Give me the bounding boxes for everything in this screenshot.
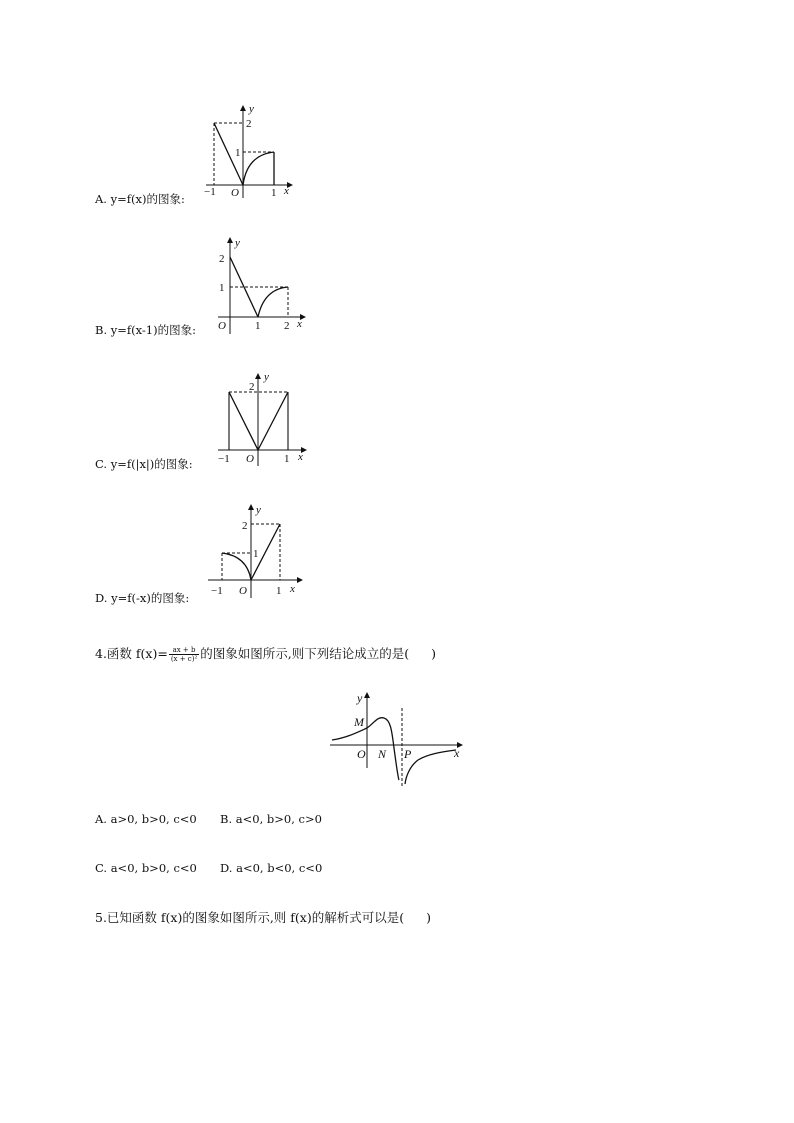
q4-option-c: C. a<0, b>0, c<0: [95, 861, 197, 875]
curve-right: [258, 392, 288, 450]
tick-2: 2: [249, 381, 255, 393]
curve-right: [405, 750, 456, 784]
tick-2: 2: [246, 118, 252, 130]
option-a-label: A. y=f(x)的图象:: [95, 192, 185, 206]
graph-a: [200, 100, 300, 200]
curve-left: [230, 257, 258, 317]
origin-label: O: [218, 320, 226, 332]
tick-1: 1: [235, 147, 241, 159]
tick-1: 1: [219, 282, 225, 294]
curve-right: [258, 287, 288, 317]
x-label: x: [290, 583, 295, 595]
q5-prefix: 5.已知函数 f(x)的图象如图所示,则 f(x)的解析式可以是(: [95, 910, 405, 925]
tick-2: 2: [219, 253, 225, 265]
tick-neg1: −1: [218, 453, 230, 465]
y-label: y: [235, 237, 240, 249]
q4-suffix: 的图象如图所示,则下列结论成立的是(: [200, 646, 410, 661]
x-label: x: [284, 185, 289, 197]
q4-option-d: D. a<0, b<0, c<0: [220, 861, 323, 875]
tick-1x: 1: [284, 453, 290, 465]
point-n-label: N: [378, 747, 387, 761]
tick-1x: 1: [276, 585, 282, 597]
q4-close: ): [431, 646, 437, 661]
tick-neg1: −1: [204, 186, 216, 198]
tick-1: 1: [253, 548, 259, 560]
origin-label: O: [231, 187, 239, 199]
y-label: y: [256, 504, 261, 516]
tick-1x: 1: [255, 320, 261, 332]
graph-b: [212, 232, 312, 337]
q4-frac-den: (x + c)²: [170, 655, 198, 663]
tick-1x: 1: [271, 187, 277, 199]
point-m-label: M: [354, 715, 364, 729]
graph-q4: [326, 688, 468, 788]
y-label: y: [357, 691, 363, 705]
tick-2: 2: [242, 520, 248, 532]
q4-fraction: [169, 646, 199, 663]
origin-label: O: [357, 747, 366, 761]
tick-neg1: −1: [211, 585, 223, 597]
question-5-stem: [95, 910, 431, 926]
point-p-label: P: [404, 747, 412, 761]
graph-c: [214, 370, 314, 470]
q4-option-b: B. a<0, b>0, c>0: [220, 812, 322, 826]
origin-label: O: [239, 585, 247, 597]
x-label: x: [298, 451, 303, 463]
option-c-label: C. y=f(|x|)的图象:: [95, 457, 193, 471]
option-b-label: B. y=f(x-1)的图象:: [95, 323, 196, 337]
y-label: y: [249, 103, 254, 115]
origin-label: O: [246, 453, 254, 465]
graph-d: [202, 500, 312, 600]
curve-right: [243, 152, 274, 185]
q5-close: ): [426, 910, 431, 925]
x-label: x: [454, 746, 460, 760]
tick-2x: 2: [284, 320, 290, 332]
curve-left: [222, 553, 251, 580]
question-4-stem: [95, 646, 436, 663]
curve-left: [229, 392, 258, 450]
option-d-label: D. y=f(-x)的图象:: [95, 591, 190, 605]
y-label: y: [264, 371, 269, 383]
q4-option-a: A. a>0, b>0, c<0: [95, 812, 197, 826]
q4-frac-num: ax + b: [169, 646, 199, 655]
x-label: x: [297, 318, 302, 330]
q4-prefix: 4.函数 f(x)=: [95, 646, 168, 661]
